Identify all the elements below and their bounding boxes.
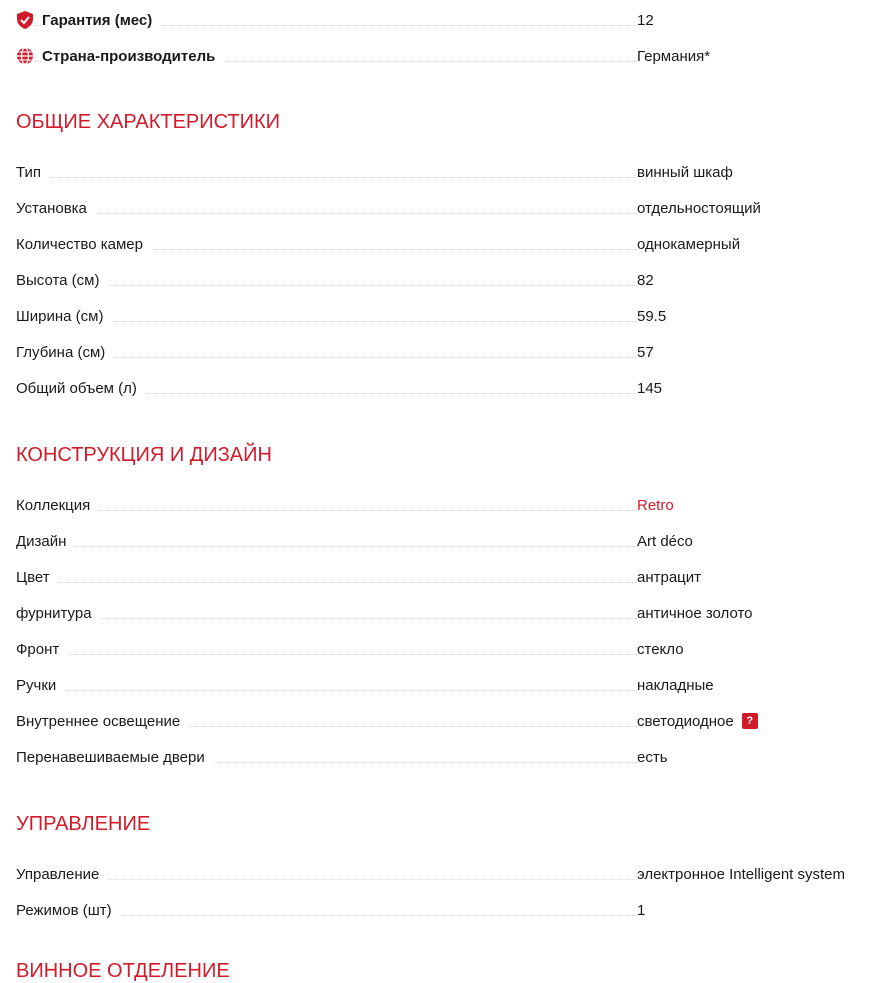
spec-value: отдельностоящий [637,199,761,217]
spec-value: Art déco [637,532,693,550]
spec-value: есть [637,748,668,766]
spec-row [16,190,871,226]
spec-label: Тип [16,164,49,181]
spec-row [16,523,871,559]
section-control [16,856,871,928]
spec-value: накладные [637,676,714,694]
spec-label: Общий объем (л) [16,380,145,397]
spec-value: винный шкаф [637,163,733,181]
spec-value: Германия* [637,47,711,65]
dotted-leader [16,582,637,583]
dotted-leader [16,177,637,178]
dotted-leader [16,618,637,619]
dotted-leader [16,285,637,286]
dotted-leader [16,546,637,547]
shield-check-icon [16,11,34,29]
section-title-design: КОНСТРУКЦИЯ И ДИЗАЙН [16,444,272,466]
spec-value: однокамерный [637,235,741,253]
specs-panel [16,0,871,982]
spec-row [16,559,871,595]
spec-value: антрацит [637,568,702,586]
spec-row [16,262,871,298]
spec-label: Ширина (см) [16,308,111,325]
spec-label: Количество камер [16,236,151,253]
spec-value: стекло [637,640,684,658]
spec-value: 12 [637,11,654,29]
spec-label: Цвет [16,569,58,586]
spec-value: 57 [637,343,654,361]
spec-row [16,892,871,928]
dotted-leader [16,213,637,214]
spec-row [16,370,871,406]
dotted-leader [16,879,637,880]
spec-row-country [16,38,871,74]
spec-label: Глубина (см) [16,344,113,361]
spec-row [16,334,871,370]
spec-value: 145 [637,379,663,397]
spec-label: Внутреннее освещение [16,713,188,730]
spec-row [16,667,871,703]
spec-label: фурнитура [16,605,100,622]
spec-row [16,595,871,631]
spec-label: Ручки [16,677,64,694]
spec-value: 82 [637,271,654,289]
collection-link[interactable]: Retro [637,496,674,514]
spec-value: 1 [637,901,646,919]
spec-value: 59.5 [637,307,667,325]
dotted-leader [16,510,637,511]
section-title-control: УПРАВЛЕНИЕ [16,813,151,835]
spec-label: Режимов (шт) [16,902,120,919]
spec-row [16,739,871,775]
spec-row [16,298,871,334]
spec-label: Управление [16,866,107,883]
spec-value: светодиодное [637,712,734,730]
spec-row [16,631,871,667]
spec-label: Установка [16,200,95,217]
help-icon[interactable]: ? [742,713,758,729]
spec-label: Страна-производитель [42,48,223,65]
spec-label: Фронт [16,641,67,658]
spec-row-warranty [16,2,871,38]
spec-label: Коллекция [16,497,98,514]
spec-row [16,154,871,190]
dotted-leader [16,654,637,655]
dotted-leader [16,690,637,691]
spec-row [16,487,871,523]
globe-icon [16,47,34,65]
spec-label: Высота (см) [16,272,107,289]
spec-label: Перенавешиваемые двери [16,749,213,766]
spec-row [16,226,871,262]
spec-value: электронное Intelligent system [637,865,846,883]
section-design [16,487,871,775]
section-title-wine: ВИННОЕ ОТДЕЛЕНИЕ [16,960,230,982]
spec-label: Дизайн [16,533,74,550]
section-general [16,154,871,406]
spec-label: Гарантия (мес) [42,12,160,29]
spec-row [16,703,871,739]
spec-value: античное золото [637,604,753,622]
spec-row [16,856,871,892]
section-title-general: ОБЩИЕ ХАРАКТЕРИСТИКИ [16,111,281,133]
